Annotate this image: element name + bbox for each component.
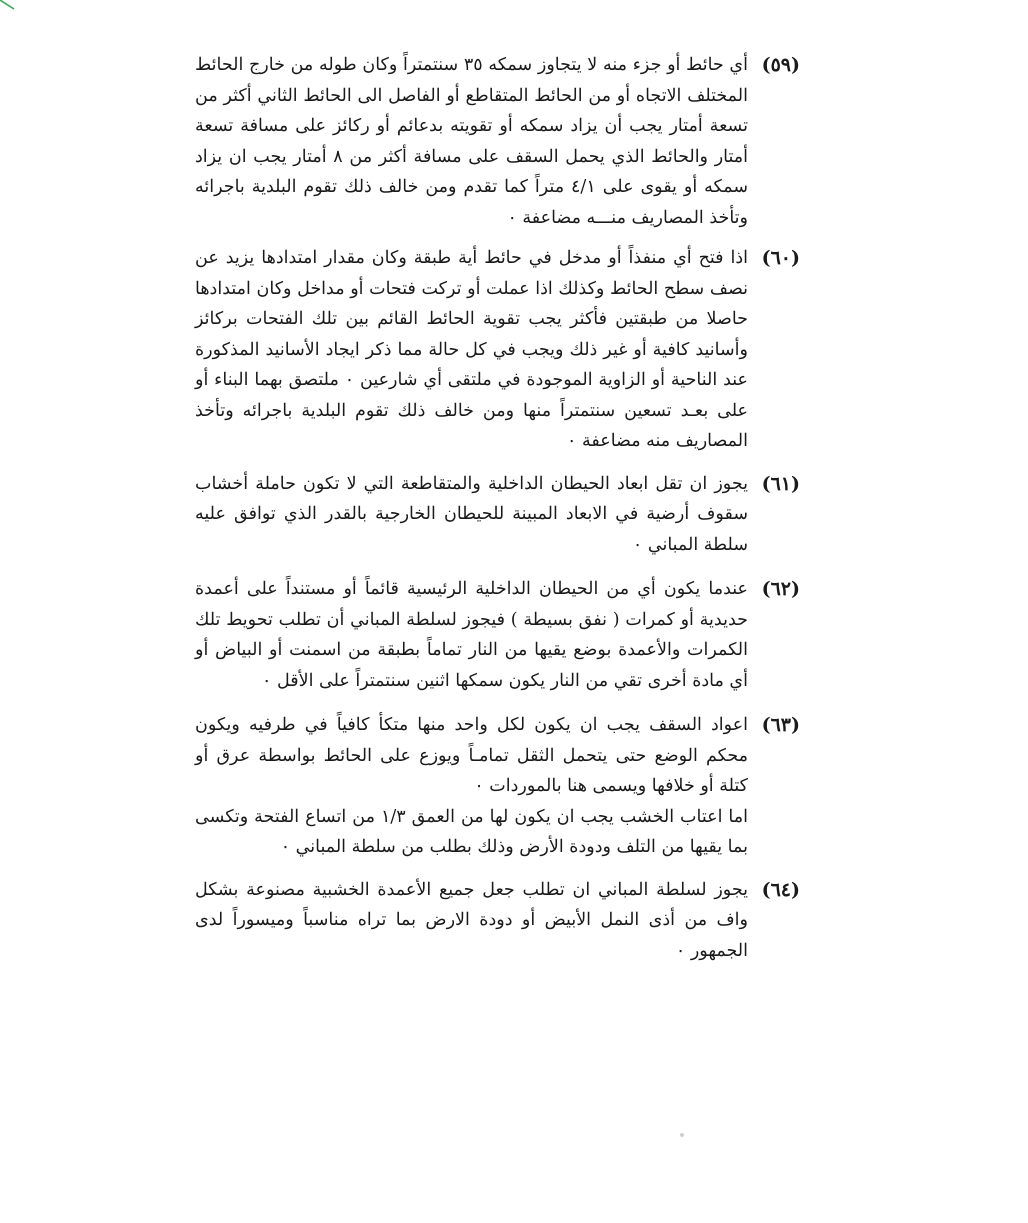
article-body	[195, 469, 748, 561]
article-text: يجوز لسلطة المباني ان تطلب جعل جميع الأعمدة الخشبية مصنوعة بشكل واف من أذى النمل الأبيض أو دودة الارض بما تراه مناسباً وميسوراً لدى الجمهور ٠	[195, 879, 748, 961]
document-page	[195, 50, 800, 980]
article-59	[195, 50, 800, 233]
article-text: اذا فتح أي منفذاً أو مدخل في حائط أية طبقة وكان مقدار امتدادها يزيد عن نصف سطح الحائط وكذلك اذا عملت أو تركت فتحات أو مداخل وكان امتدادها حاصلا من طبقتين فأكثر يجب تقوية الحائط القائم بين تلك الفتحات بركائز وأسانيد كافية أو غير ذلك ويجب في كل حالة مما ذكر ايجاد الأسانيد المذكورة عند الناحية أو الزاوية الموجودة في ملتقى أي شارعين ٠ ملتصق بهما البناء أو على بعـد تسعين سنتمتراً منها ومن خالف ذلك تقوم البلدية باجرائه وتأخذ المصاريف منه مضاعفة ٠	[195, 248, 748, 451]
article-body	[195, 243, 748, 457]
article-text: اعواد السقف يجب ان يكون لكل واحد منها متكأ كافياً في طرفيه ويكون محكم الوضع حتى يتحمل الثقل تمامـاً ويوزع على الحائط بواسطة عرق أو كتلة أو خلافها ويسمى هنا بالموردات ٠	[195, 715, 748, 796]
article-text-continued: اما اعتاب الخشب يجب ان يكون لها من العمق ١/٣ من اتساع الفتحة وتكسى بما يقيها من التلف ودودة الأرض وذلك بطلب من سلطة المباني ٠	[195, 806, 748, 857]
article-body	[195, 50, 748, 233]
article-number: (٦٤)	[761, 878, 800, 901]
corner-mark-icon	[0, 0, 60, 20]
article-body	[195, 875, 748, 967]
article-60	[195, 243, 800, 457]
article-number: (٦٣)	[761, 714, 800, 736]
article-number: (٦١)	[761, 472, 800, 495]
article-text: أي حائط أو جزء منه لا يتجاوز سمكه ٣٥ سنتمتراً وكان طوله من خارج الحائط المختلف الاتجاه أو من الحائط المتقاطع أو الفاصل الى الحائط الثاني أكثر من تسعة أمتار يجب أن يزاد سمكه أو تقويته بدعائم أو ركائز على مسافة تسعة أمتار والحائط الذي يحمل السقف على مسافة أكثر من ٨ أمتار يجب ان يزاد سمكه أو يقوى على ٤/١ متراً كما تقدم ومن خالف ذلك تقوم البلدية باجرائه وتأخذ المصاريف منـــه مضاعفة ٠	[195, 55, 748, 228]
article-number: (٦٠)	[761, 247, 800, 269]
article-number: (٥٩)	[761, 54, 800, 76]
article-body	[195, 574, 748, 696]
scan-speck	[680, 1133, 684, 1137]
article-body	[195, 710, 748, 863]
article-63	[195, 710, 800, 863]
article-61	[195, 469, 800, 561]
article-64	[195, 875, 800, 967]
article-number: (٦٢)	[761, 578, 800, 600]
article-62	[195, 574, 800, 696]
article-text: يجوز ان تقل ابعاد الحيطان الداخلية والمتقاطعة التي لا تكون حاملة أخشاب سقوف أرضية في الابعاد المبينة للحيطان الخارجية بالقدر الذي توافق عليه سلطة المباني ٠	[195, 473, 748, 555]
article-text: عندما يكون أي من الحيطان الداخلية الرئيسية قائماً أو مستنداً على أعمدة حديدية أو كمرات ( نفق بسيطة ) فيجوز لسلطة المباني أن تطلب تحويط تلك الكمرات والأعمدة بوضع يقيها من النار تماماً بطبقة من اسمنت أو البياض أو أي مادة أخرى تقي من النار يكون سمكها اثنين سنتمتراً على الأقل ٠	[195, 579, 748, 691]
